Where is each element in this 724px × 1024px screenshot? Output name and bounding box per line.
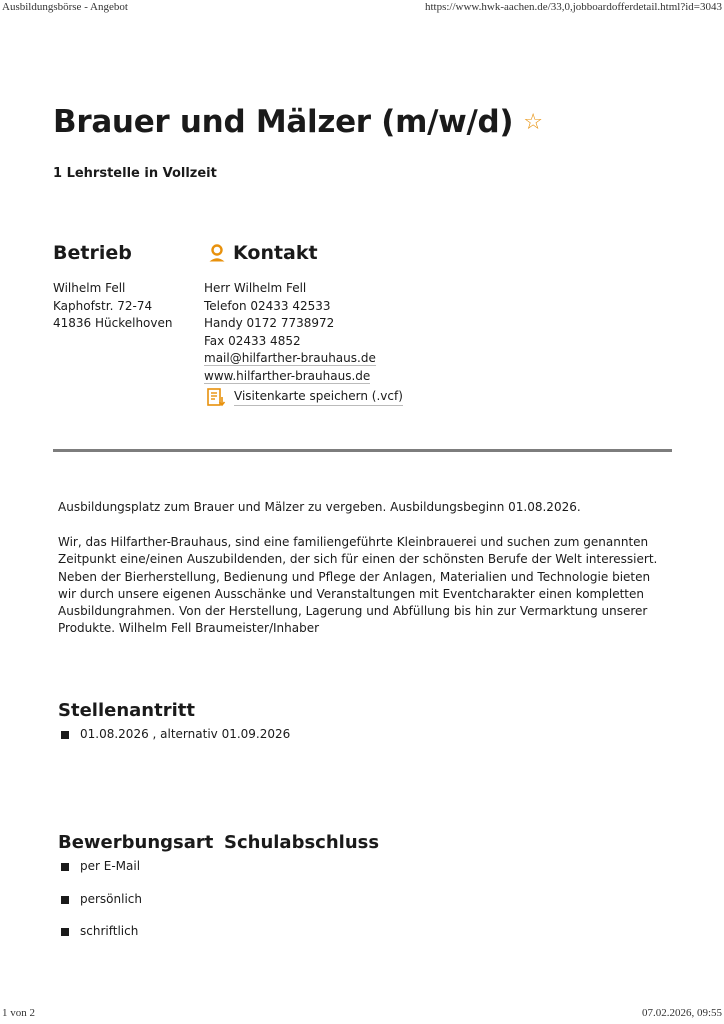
offer-subtitle: 1 Lehrstelle in Vollzeit [53, 166, 217, 181]
kontakt-heading-text: Kontakt [233, 242, 318, 264]
bewerbungsart-list [58, 859, 142, 957]
kontakt-fax: Fax 02433 4852 [204, 333, 301, 348]
star-icon[interactable]: ☆ [523, 109, 543, 135]
kontakt-heading [207, 242, 318, 264]
kontakt-details [204, 280, 403, 407]
bewerbungsart-heading: Bewerbungsart [58, 832, 214, 853]
list-item: persönlich [58, 892, 142, 925]
list-item: schriftlich [58, 924, 142, 957]
offer-description [58, 499, 668, 655]
kontakt-mobile: Handy 0172 7738972 [204, 316, 335, 330]
vcard-link[interactable]: Visitenkarte speichern (.vcf) [234, 388, 403, 407]
betrieb-city: 41836 Hückelhoven [53, 316, 173, 330]
kontakt-person: Herr Wilhelm Fell [204, 281, 307, 295]
list-item: per E-Mail [58, 859, 142, 892]
offer-title [53, 104, 543, 140]
print-timestamp: 07.02.2026, 09:55 [641, 1007, 722, 1019]
kontakt-phone: Telefon 02433 42533 [204, 298, 331, 313]
page-title-header: Ausbildungsbörse - Angebot [2, 1, 128, 13]
print-footer [0, 1006, 724, 1020]
betrieb-name: Wilhelm Fell [53, 281, 126, 295]
vcard-download[interactable] [206, 387, 403, 407]
person-icon [207, 243, 227, 263]
stellenantritt-list [58, 727, 290, 741]
website-link[interactable]: www.hilfarther-brauhaus.de [204, 368, 371, 383]
page-url[interactable]: https://www.hwk-aachen.de/33,0,jobboardofferdetail.html?id=3043 [424, 1, 722, 13]
offer-title-text: Brauer und Mälzer (m/w/d) [53, 104, 514, 140]
betrieb-heading: Betrieb [53, 242, 132, 264]
page-counter: 1 von 2 [2, 1007, 35, 1019]
section-divider [53, 449, 672, 452]
email-link[interactable]: mail@hilfarther-brauhaus.de [204, 351, 376, 365]
schulabschluss-heading: Schulabschluss [224, 832, 380, 853]
document-download-icon [206, 387, 226, 407]
stellenantritt-heading: Stellenantritt [58, 700, 195, 721]
list-item: 01.08.2026 , alternativ 01.09.2026 [58, 727, 290, 741]
betrieb-address [53, 280, 173, 333]
betrieb-street: Kaphofstr. 72-74 [53, 298, 153, 313]
print-header [0, 0, 724, 14]
description-body: Wir, das Hilfarther-Brauhaus, sind eine familiengeführte Kleinbrauerei und suchen zum genannten Zeitpunkt eine/einen Auszubildenden, der sich für einen der schönsten Berufe der Welt interessiert. Neben der Bierherstellung, Bedienung und Pflege der Anlagen, Materialien und Technologie bieten wir durch unsere eigenen Ausschänke und Veranstaltungen mit Eventcharakter einen kompletten Ausbildungrahmen. Von der Herstellung, Lagerung und Abfüllung bis hin zur Vermarktung unserer Produkte. Wilhelm Fell Braumeister/Inhaber [58, 535, 658, 636]
description-intro: Ausbildungsplatz zum Brauer und Mälzer zu vergeben. Ausbildungsbeginn 01.08.2026. [58, 500, 581, 514]
